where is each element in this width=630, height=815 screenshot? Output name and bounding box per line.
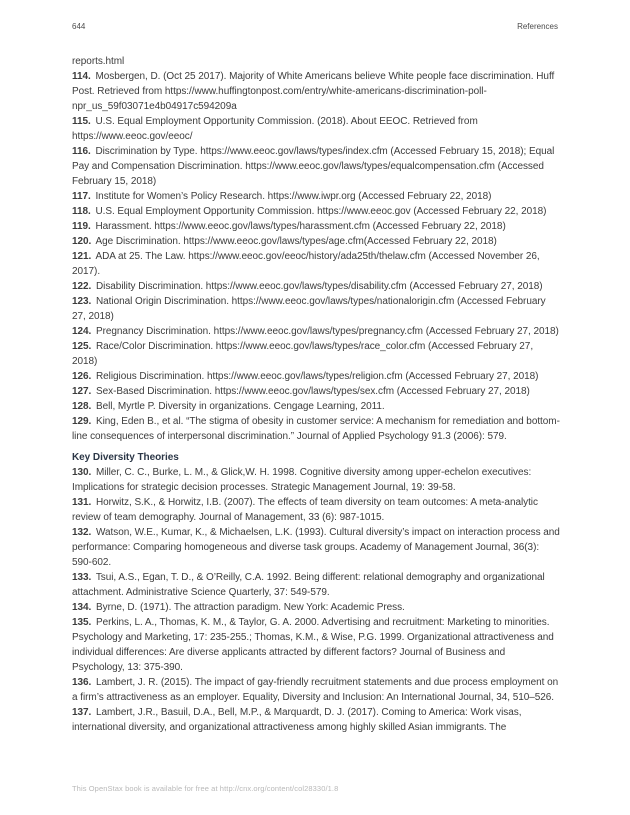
- reference-number: 133.: [72, 572, 92, 583]
- reference-number: 128.: [72, 401, 92, 412]
- reference-number: 118.: [72, 206, 91, 217]
- reference-number: 115.: [72, 116, 91, 127]
- reference-text: Mosbergen, D. (Oct 25 2017). Majority of White Americans believe White people face discrimination. Huff Post. Retrieved from https://www.huffingtonpost.com/entry/white-americans-discrimination-poll-npr_us_59f03071e4b04917c594209a: [72, 71, 555, 112]
- reference-continuation-line: reports.html: [72, 56, 125, 67]
- reference-text: Sex-Based Discrimination. https://www.eeoc.gov/laws/types/sex.cfm (Accessed February 27, 2018): [96, 386, 530, 397]
- reference-text: U.S. Equal Employment Opportunity Commission. https://www.eeoc.gov (Accessed February 22, 2018): [95, 206, 547, 217]
- running-title: References: [517, 22, 558, 31]
- reference-number: 121.: [72, 251, 92, 262]
- reference-number: 134.: [72, 602, 92, 613]
- reference-number: 123.: [72, 296, 92, 307]
- reference-number: 122.: [72, 281, 92, 292]
- reference-number: 137.: [72, 707, 92, 718]
- reference-item: [72, 705, 560, 735]
- reference-text: Tsui, A.S., Egan, T. D., & O’Reilly, C.A. 1992. Being different: relational demography and organizational attachment. Administrative Science Quarterly, 37: 549-579.: [72, 572, 545, 598]
- reference-number: 131.: [72, 497, 92, 508]
- reference-text: Bell, Myrtle P. Diversity in organizations. Cengage Learning, 2011.: [96, 401, 385, 412]
- reference-number: 114.: [72, 71, 91, 82]
- reference-text: Perkins, L. A., Thomas, K. M., & Taylor, G. A. 2000. Advertising and recruitment: Marketing to minorities. Psychology and Marketing, 17: 235-255.; Thomas, K.M., & Wise, P.G. 1999. Organizational attractiveness and individual differences: Are diverse applicants attracted by different factors? Journal of Business and Psychology, 13: 375-390.: [72, 617, 554, 673]
- reference-number: 124.: [72, 326, 92, 337]
- reference-text: Discrimination by Type. https://www.eeoc.gov/laws/types/index.cfm (Accessed February 15, 2018); Equal Pay and Compensation Discrimination. https://www.eeoc.gov/laws/types/equalcompensation.cfm (Accessed February 15, 2018): [72, 146, 555, 187]
- openstax-footer-notice: This OpenStax book is available for free at http://cnx.org/content/col28330/1.8: [72, 784, 339, 793]
- page-number: 644: [72, 22, 86, 31]
- reference-item: [72, 465, 560, 495]
- references-list: [72, 69, 560, 735]
- reference-text: ADA at 25. The Law. https://www.eeoc.gov/eeoc/history/ada25th/thelaw.cfm (Accessed November 26, 2017).: [72, 251, 540, 277]
- reference-item: [72, 114, 560, 144]
- reference-text: Harassment. https://www.eeoc.gov/laws/types/harassment.cfm (Accessed February 22, 2018): [95, 221, 506, 232]
- reference-item: [72, 189, 560, 204]
- reference-item: [72, 495, 560, 525]
- reference-text: Religious Discrimination. https://www.eeoc.gov/laws/types/religion.cfm (Accessed February 27, 2018): [96, 371, 539, 382]
- reference-number: 132.: [72, 527, 92, 538]
- section-heading: Key Diversity Theories: [72, 452, 179, 463]
- reference-text: Byrne, D. (1971). The attraction paradigm. New York: Academic Press.: [96, 602, 405, 613]
- reference-item: [72, 279, 560, 294]
- reference-text: Lambert, J. R. (2015). The impact of gay-friendly recruitment statements and due process employment on a firm’s attractiveness as an employer. Equality, Diversity and Inclusion: An International Journal, 34, 510–526.: [72, 677, 559, 703]
- reference-item: [72, 615, 560, 675]
- reference-item: [72, 204, 560, 219]
- reference-text: U.S. Equal Employment Opportunity Commission. (2018). About EEOC. Retrieved from https://www.eeoc.gov/eeoc/: [72, 116, 478, 142]
- reference-item: [72, 294, 560, 324]
- reference-number: 120.: [72, 236, 92, 247]
- reference-number: 126.: [72, 371, 92, 382]
- reference-number: 119.: [72, 221, 91, 232]
- reference-item: [72, 339, 560, 369]
- reference-item: [72, 414, 560, 444]
- reference-item: [72, 234, 560, 249]
- reference-item: [72, 324, 560, 339]
- page-header: [72, 22, 558, 31]
- reference-text: National Origin Discrimination. https://www.eeoc.gov/laws/types/nationalorigin.cfm (Accessed February 27, 2018): [72, 296, 546, 322]
- reference-number: 136.: [72, 677, 92, 688]
- reference-item: [72, 144, 560, 189]
- reference-item: [72, 525, 560, 570]
- reference-item: [72, 570, 560, 600]
- reference-text: Horwitz, S.K., & Horwitz, I.B. (2007). The effects of team diversity on team outcomes: A meta-analytic review of team demography. Journal of Management, 33 (6): 987-1015.: [72, 497, 538, 523]
- reference-item: [72, 675, 560, 705]
- reference-item: [72, 384, 560, 399]
- reference-item: [72, 69, 560, 114]
- reference-item: [72, 600, 560, 615]
- reference-item: [72, 369, 560, 384]
- reference-item: [72, 399, 560, 414]
- reference-text: Age Discrimination. https://www.eeoc.gov/laws/types/age.cfm(Accessed February 22, 2018): [95, 236, 497, 247]
- reference-number: 117.: [72, 191, 91, 202]
- reference-item: [72, 219, 560, 234]
- reference-number: 130.: [72, 467, 92, 478]
- reference-text: Disability Discrimination. https://www.eeoc.gov/laws/types/disability.cfm (Accessed February 27, 2018): [96, 281, 543, 292]
- reference-text: Pregnancy Discrimination. https://www.eeoc.gov/laws/types/pregnancy.cfm (Accessed February 27, 2018): [96, 326, 559, 337]
- reference-text: Lambert, J.R., Basuil, D.A., Bell, M.P., & Marquardt, D. J. (2017). Coming to America: Work visas, international diversity, and organizational attractiveness among highly skilled Asian immigrants. The: [72, 707, 522, 733]
- references-content: [72, 54, 560, 735]
- reference-text: Institute for Women’s Policy Research. https://www.iwpr.org (Accessed February 22, 2018): [95, 191, 492, 202]
- reference-item: [72, 249, 560, 279]
- reference-text: Watson, W.E., Kumar, K., & Michaelsen, L.K. (1993). Cultural diversity’s impact on interaction process and performance: Comparing homogeneous and diverse task groups. Academy of Management Journal, 36(3): 590-602.: [72, 527, 560, 568]
- reference-number: 116.: [72, 146, 91, 157]
- reference-number: 135.: [72, 617, 92, 628]
- reference-number: 127.: [72, 386, 92, 397]
- reference-text: King, Eden B., et al. “The stigma of obesity in customer service: A mechanism for remediation and bottom-line consequences of interpersonal discrimination.” Journal of Applied Psychology 91.3 (2006): 579.: [72, 416, 560, 442]
- reference-text: Race/Color Discrimination. https://www.eeoc.gov/laws/types/race_color.cfm (Accessed February 27, 2018): [72, 341, 534, 367]
- reference-number: 125.: [72, 341, 92, 352]
- reference-number: 129.: [72, 416, 92, 427]
- reference-text: Miller, C. C., Burke, L. M., & Glick,W. H. 1998. Cognitive diversity among upper-echelon executives: Implications for strategic decision processes. Strategic Management Journal, 19: 39-58.: [72, 467, 532, 493]
